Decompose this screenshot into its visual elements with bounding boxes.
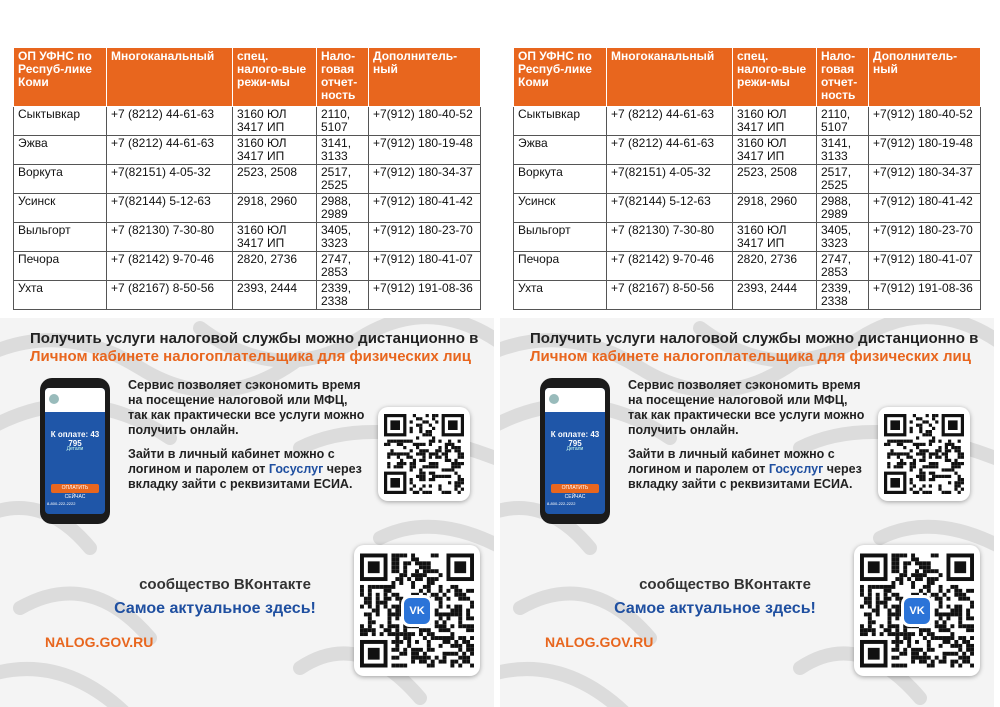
vk-community-label: сообщество ВКонтакте [639, 576, 811, 593]
header-special-regimes: спец. налого-вые режи-мы [733, 48, 817, 107]
cell-reporting: 2110, 5107 [817, 107, 869, 136]
phone-topbar [45, 388, 105, 412]
cell-reporting: 3405, 3323 [317, 223, 369, 252]
promo-title-line1: Получить услуги налоговой службы можно дистанционно в [30, 330, 479, 347]
header-tax-reporting: Нало-говая отчет-ность [817, 48, 869, 107]
vk-tagline: Самое актуальное здесь! [614, 600, 816, 617]
phone-details: Детали [66, 446, 84, 452]
qr-code-lk [378, 407, 470, 501]
cell-phone: +7(82151) 4-05-32 [607, 165, 733, 194]
vk-community-label: сообщество ВКонтакте [139, 576, 311, 593]
cell-special: 3160 ЮЛ 3417 ИП [233, 223, 317, 252]
phone-screen [545, 388, 605, 514]
cell-extra: +7(912) 191-08-36 [869, 281, 981, 310]
cell-special: 3160 ЮЛ 3417 ИП [733, 223, 817, 252]
promo-title-line2: Личном кабинете налогоплательщика для физических лиц [30, 348, 471, 365]
avatar-icon [549, 394, 559, 404]
service-text-2: Зайти в личный кабинет можно с логином и паролем от Госуслуг через вкладку зайти с реквизитами ЕСИА. [628, 447, 862, 491]
header-multichannel: Многоканальный [107, 48, 233, 107]
cell-city: Выльгорт [14, 223, 107, 252]
phone-details: Детали [566, 446, 584, 452]
header-office: ОП УФНС по Респуб-лике Коми [14, 48, 107, 107]
cell-special: 2393, 2444 [733, 281, 817, 310]
cell-extra: +7(912) 180-34-37 [369, 165, 481, 194]
phone-mockup [40, 378, 110, 524]
cell-reporting: 2988, 2989 [817, 194, 869, 223]
cell-phone: +7 (82130) 7-30-80 [607, 223, 733, 252]
phone-footer: 8-800-222-2222 [547, 501, 576, 506]
cell-city: Ухта [514, 281, 607, 310]
cell-reporting: 3141, 3133 [817, 136, 869, 165]
service-description [628, 378, 868, 501]
cell-city: Печора [514, 252, 607, 281]
header-tax-reporting: Нало-говая отчет-ность [317, 48, 369, 107]
vk-logo-icon: VK [404, 598, 430, 624]
table-row [14, 223, 481, 252]
cell-special: 3160 ЮЛ 3417 ИП [733, 136, 817, 165]
cell-phone: +7 (8212) 44-61-63 [107, 107, 233, 136]
table-area [500, 0, 994, 318]
table-row [514, 165, 981, 194]
cell-special: 3160 ЮЛ 3417 ИП [233, 136, 317, 165]
cell-reporting: 3141, 3133 [317, 136, 369, 165]
cell-reporting: 2339, 2338 [317, 281, 369, 310]
phone-screen [45, 388, 105, 514]
gosuslugi-link: Госуслуг [768, 462, 824, 476]
cell-phone: +7 (8212) 44-61-63 [607, 136, 733, 165]
cell-city: Эжва [14, 136, 107, 165]
qr-code-icon [884, 413, 964, 495]
table-area [0, 0, 494, 318]
cell-phone: +7 (82130) 7-30-80 [107, 223, 233, 252]
table-row [14, 281, 481, 310]
cell-extra: +7(912) 180-19-48 [869, 136, 981, 165]
phone-mockup [540, 378, 610, 524]
phone-pay-button: ОПЛАТИТЬ СЕЙЧАС [51, 484, 99, 493]
promo-title [30, 330, 480, 366]
table-header-row [14, 48, 481, 107]
table-header-row [514, 48, 981, 107]
table-row [514, 107, 981, 136]
qr-code-vk [354, 545, 480, 676]
cell-phone: +7(82144) 5-12-63 [607, 194, 733, 223]
promo-title-line1: Получить услуги налоговой службы можно дистанционно в [530, 330, 979, 347]
flyer-right [500, 0, 994, 707]
header-office: ОП УФНС по Респуб-лике Коми [514, 48, 607, 107]
table-row [514, 136, 981, 165]
qr-code-lk [878, 407, 970, 501]
cell-special: 2393, 2444 [233, 281, 317, 310]
cell-special: 2918, 2960 [733, 194, 817, 223]
table-row [14, 252, 481, 281]
cell-special: 3160 ЮЛ 3417 ИП [233, 107, 317, 136]
header-additional: Дополнитель-ный [369, 48, 481, 107]
cell-extra: +7(912) 180-40-52 [869, 107, 981, 136]
table-row [14, 136, 481, 165]
cell-city: Воркута [14, 165, 107, 194]
cell-city: Воркута [514, 165, 607, 194]
cell-city: Печора [14, 252, 107, 281]
cell-phone: +7 (82142) 9-70-46 [107, 252, 233, 281]
offices-table [13, 47, 481, 310]
cell-special: 2820, 2736 [733, 252, 817, 281]
cell-reporting: 2517, 2525 [817, 165, 869, 194]
cell-extra: +7(912) 191-08-36 [369, 281, 481, 310]
cell-city: Сыктывкар [14, 107, 107, 136]
cell-extra: +7(912) 180-40-52 [369, 107, 481, 136]
promo-title-line2: Личном кабинете налогоплательщика для физических лиц [530, 348, 971, 365]
header-special-regimes: спец. налого-вые режи-мы [233, 48, 317, 107]
cell-extra: +7(912) 180-23-70 [369, 223, 481, 252]
cell-phone: +7 (82167) 8-50-56 [607, 281, 733, 310]
cell-extra: +7(912) 180-41-42 [369, 194, 481, 223]
cell-reporting: 2517, 2525 [317, 165, 369, 194]
header-additional: Дополнитель-ный [869, 48, 981, 107]
vk-logo-icon: VK [904, 598, 930, 624]
cell-special: 2523, 2508 [733, 165, 817, 194]
cell-city: Усинск [14, 194, 107, 223]
cell-reporting: 2747, 2853 [817, 252, 869, 281]
service-text-1: Сервис позволяет сэкономить время на посещение налоговой или МФЦ, так как практически все услуги можно получить онлайн. [128, 378, 365, 437]
phone-footer: 8-800-222-2222 [47, 501, 76, 506]
table-row [514, 252, 981, 281]
cell-special: 2523, 2508 [233, 165, 317, 194]
service-text-2: Зайти в личный кабинет можно с логином и паролем от Госуслуг через вкладку зайти с реквизитами ЕСИА. [128, 447, 362, 491]
cell-extra: +7(912) 180-41-42 [869, 194, 981, 223]
phone-amount: К оплате: 43 795 [50, 430, 100, 448]
cell-phone: +7 (8212) 44-61-63 [607, 107, 733, 136]
cell-reporting: 2339, 2338 [817, 281, 869, 310]
service-description [128, 378, 368, 501]
table-row [514, 281, 981, 310]
site-link[interactable]: NALOG.GOV.RU [45, 634, 154, 650]
cell-reporting: 2988, 2989 [317, 194, 369, 223]
cell-city: Эжва [514, 136, 607, 165]
table-row [14, 107, 481, 136]
table-row [514, 194, 981, 223]
cell-reporting: 2747, 2853 [317, 252, 369, 281]
phone-topbar [545, 388, 605, 412]
cell-city: Выльгорт [514, 223, 607, 252]
cell-extra: +7(912) 180-19-48 [369, 136, 481, 165]
header-multichannel: Многоканальный [607, 48, 733, 107]
qr-code-icon [384, 413, 464, 495]
cell-extra: +7(912) 180-23-70 [869, 223, 981, 252]
cell-city: Сыктывкар [514, 107, 607, 136]
cell-city: Усинск [514, 194, 607, 223]
service-text-1: Сервис позволяет сэкономить время на посещение налоговой или МФЦ, так как практически все услуги можно получить онлайн. [628, 378, 865, 437]
offices-table [513, 47, 981, 310]
table-row [514, 223, 981, 252]
table-row [14, 194, 481, 223]
avatar-icon [49, 394, 59, 404]
cell-phone: +7 (82167) 8-50-56 [107, 281, 233, 310]
phone-pay-button: ОПЛАТИТЬ СЕЙЧАС [551, 484, 599, 493]
cell-reporting: 3405, 3323 [817, 223, 869, 252]
cell-phone: +7 (82142) 9-70-46 [607, 252, 733, 281]
cell-phone: +7 (8212) 44-61-63 [107, 136, 233, 165]
cell-reporting: 2110, 5107 [317, 107, 369, 136]
cell-phone: +7(82144) 5-12-63 [107, 194, 233, 223]
gosuslugi-link: Госуслуг [268, 462, 324, 476]
phone-amount: К оплате: 43 795 [550, 430, 600, 448]
qr-code-vk [854, 545, 980, 676]
flyer-left [0, 0, 494, 707]
vk-tagline: Самое актуальное здесь! [114, 600, 316, 617]
cell-special: 2918, 2960 [233, 194, 317, 223]
cell-extra: +7(912) 180-41-07 [869, 252, 981, 281]
cell-city: Ухта [14, 281, 107, 310]
cell-special: 2820, 2736 [233, 252, 317, 281]
cell-extra: +7(912) 180-34-37 [869, 165, 981, 194]
cell-phone: +7(82151) 4-05-32 [107, 165, 233, 194]
cell-special: 3160 ЮЛ 3417 ИП [733, 107, 817, 136]
cell-extra: +7(912) 180-41-07 [369, 252, 481, 281]
site-link[interactable]: NALOG.GOV.RU [545, 634, 654, 650]
table-row [14, 165, 481, 194]
promo-title [530, 330, 980, 366]
